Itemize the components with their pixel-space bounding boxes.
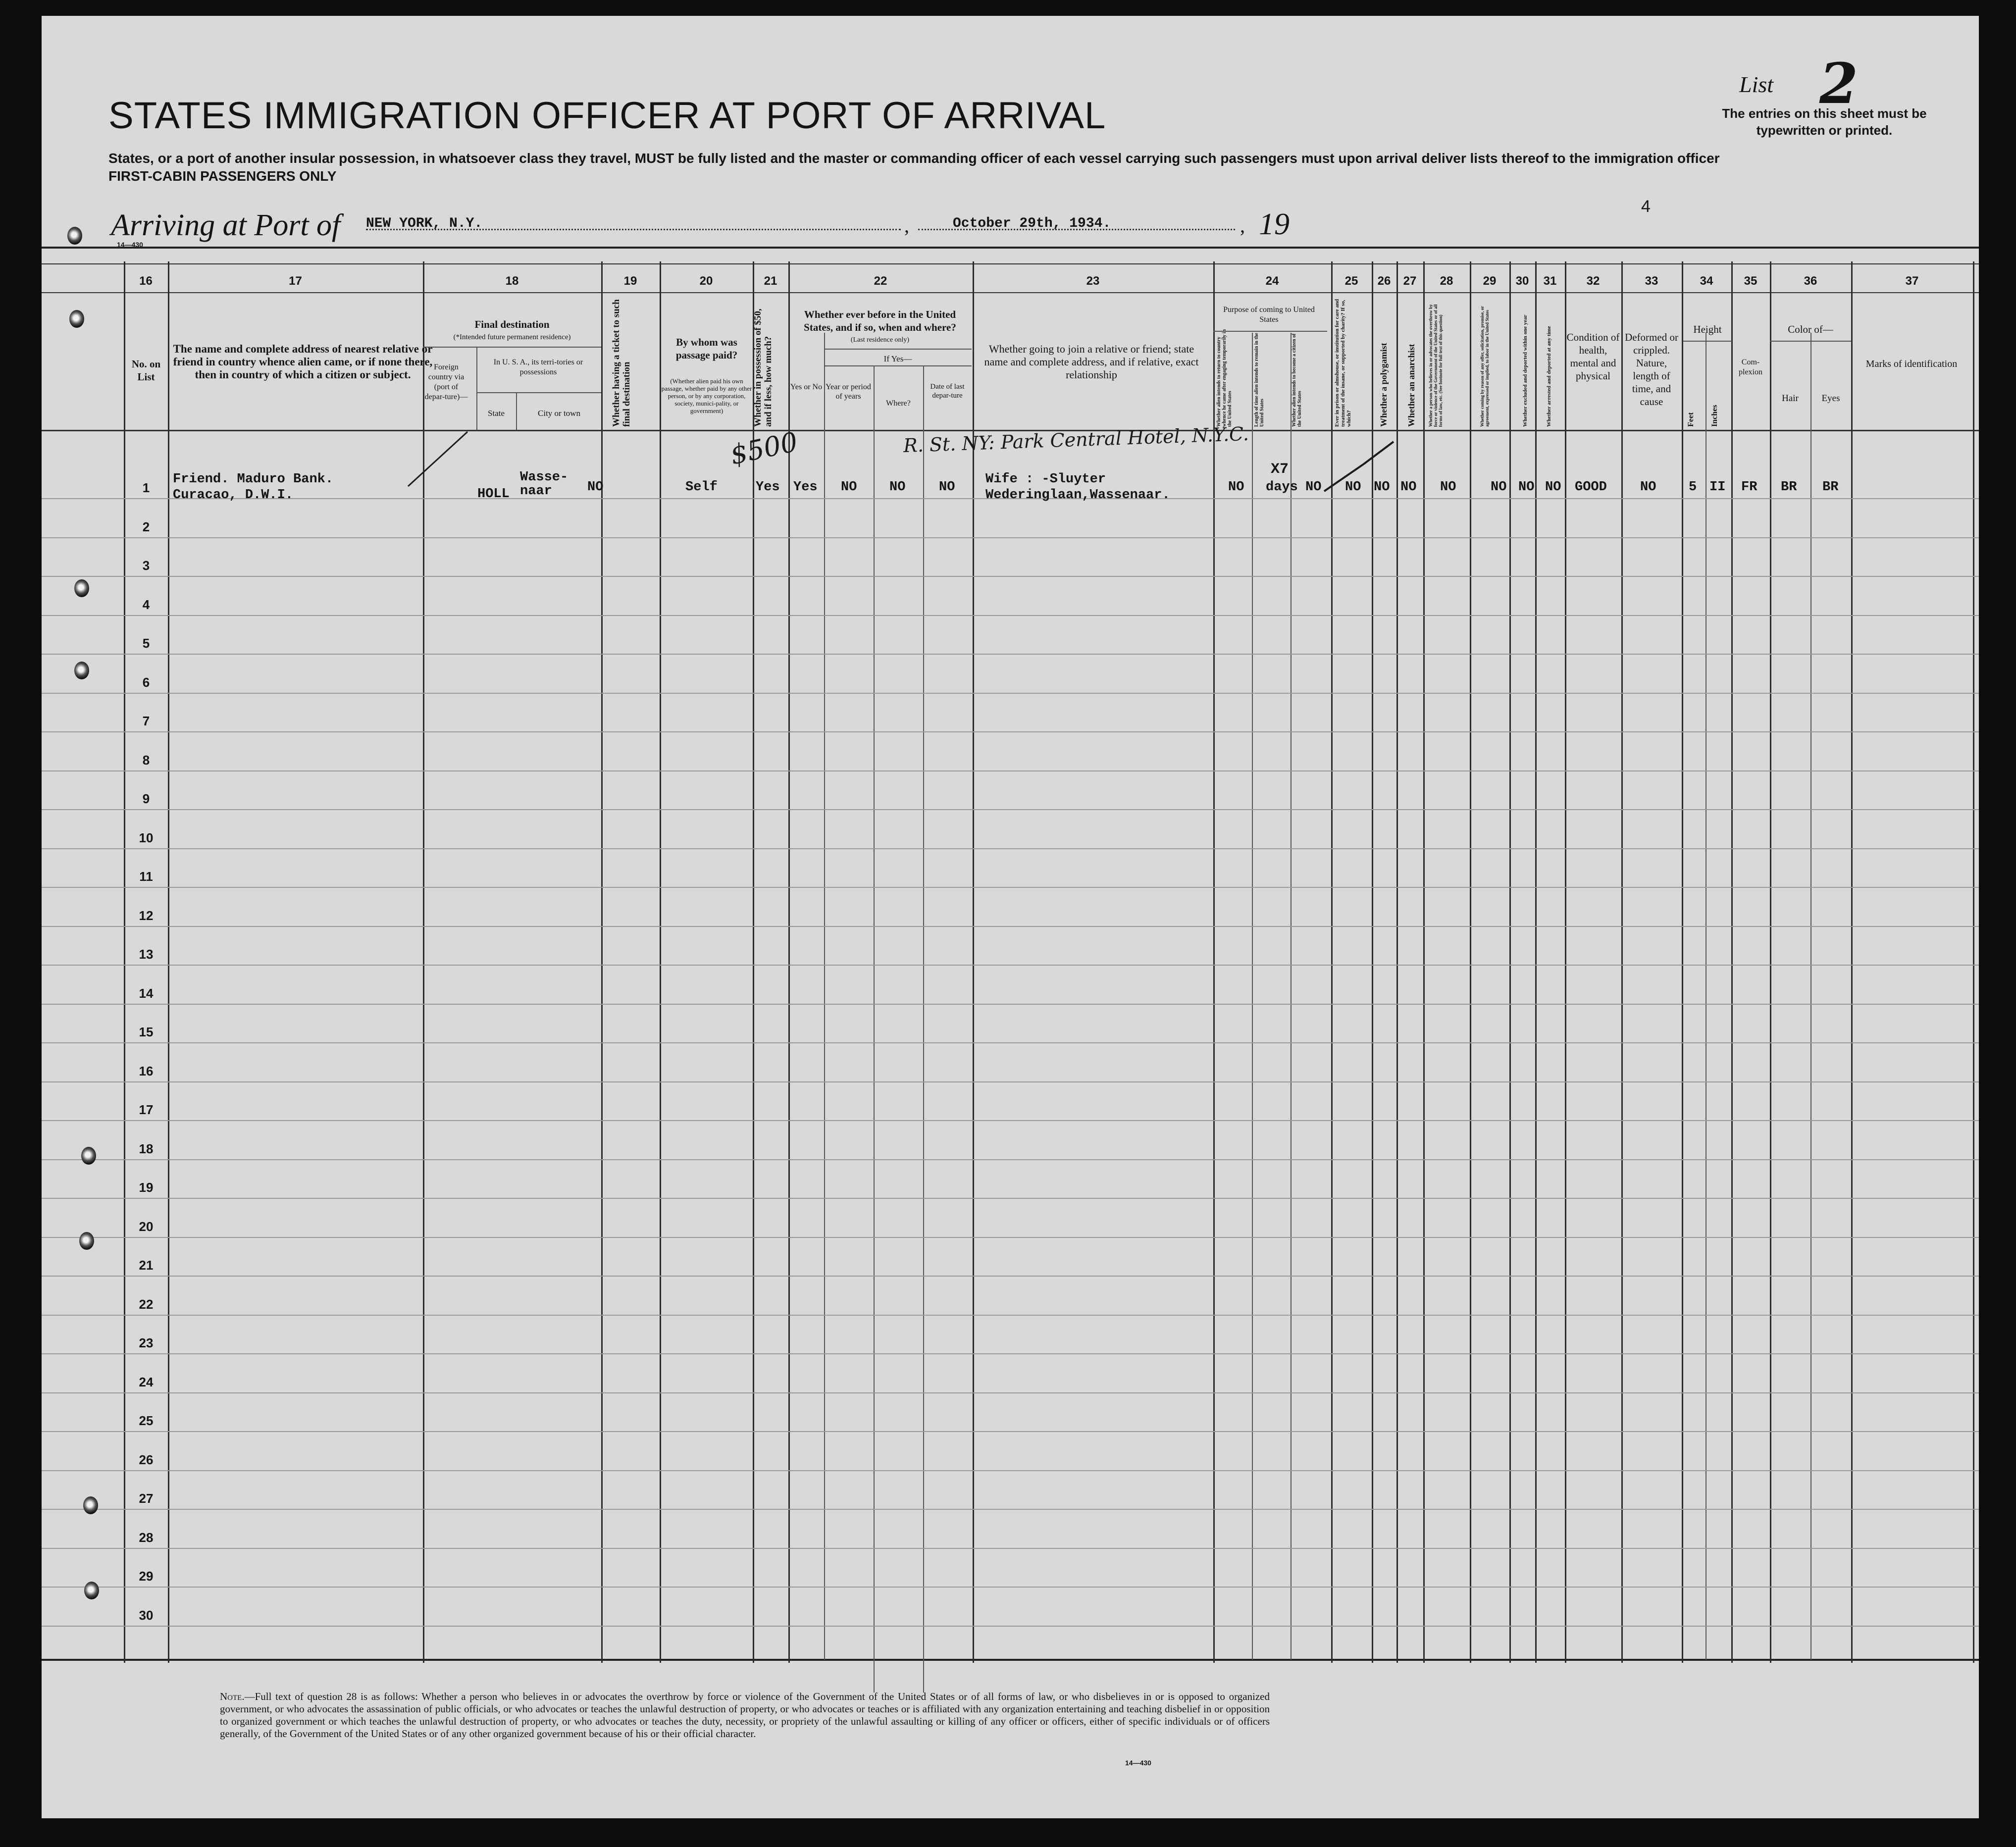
column-number: 30: [1515, 274, 1529, 288]
header-passage-paid-sub: (Whether alien paid his own passage, whether paid by any other person, or by any corporation, society, munici-pality, or government): [661, 377, 752, 414]
dest-state: HOLL: [477, 487, 510, 502]
column-number: 26: [1377, 274, 1391, 288]
column-number: 17: [289, 274, 302, 288]
instructions-line-2: FIRST-CABIN PASSENGERS ONLY: [108, 168, 337, 184]
joining-line-1: Wife : -Sluyter: [985, 472, 1106, 487]
row-number: 14: [139, 985, 154, 1001]
column-number: 33: [1645, 274, 1658, 288]
header-in-usa: In U. S. A., its terri-tories or possessions: [493, 358, 583, 376]
form-code-bottom: 14—430: [1125, 1759, 1151, 1767]
health-value: GOOD: [1575, 480, 1607, 495]
row-number: 18: [139, 1141, 154, 1156]
binder-hole: [74, 662, 89, 679]
header-anarchist: Whether an anarchist: [1406, 344, 1416, 427]
column-number: 22: [874, 274, 887, 288]
row-rule: [42, 1548, 1979, 1549]
header-date-departure: Date of last depar-ture: [930, 383, 965, 400]
paid-by-value: Self: [685, 480, 718, 495]
binder-hole: [67, 227, 82, 245]
header-inches: Inches: [1710, 405, 1719, 427]
row-rule: [42, 848, 1979, 849]
header-labor: Whether coming by reason of any offer, solicitation, promise, or agreement, expressed or implied, to labor in the United States: [1480, 306, 1490, 427]
relative-line-1: Friend. Maduro Bank.: [173, 472, 334, 487]
row-number: 13: [139, 947, 154, 962]
dest-city-2: naar: [520, 484, 552, 499]
row-rule: [42, 1315, 1979, 1316]
row-number: 5: [142, 636, 150, 651]
row-number: 10: [139, 830, 154, 845]
row-number: 11: [139, 869, 153, 884]
row-number: 1: [142, 480, 150, 495]
row-number: 21: [139, 1258, 154, 1273]
footnote-label: Note.: [220, 1691, 245, 1702]
header-years: Year or period of years: [826, 383, 871, 401]
ever-before-value: Yes: [793, 480, 818, 495]
complexion-value: FR: [1741, 480, 1758, 495]
header-deformed: Deformed or crippled. Nature, length of time, and cause: [1625, 331, 1678, 408]
column-number: 27: [1403, 274, 1417, 288]
row-rule: [42, 731, 1979, 732]
handwritten-annotation: R. St. NY: Park Central Hotel, N.Y.C.: [903, 422, 1249, 457]
row-rule: [42, 693, 1979, 694]
binder-hole: [74, 579, 89, 597]
excluded-value: NO: [1518, 480, 1535, 495]
overthrow-value: NO: [1440, 480, 1456, 495]
header-marks: Marks of identification: [1865, 359, 1958, 369]
return-intent-value: NO: [1228, 480, 1244, 495]
header-state: State: [488, 409, 505, 418]
instructions-line-1: States, or a port of another insular possession, in whatsoever class they travel, MUST be fully listed and the master or commanding officer of each vessel carrying such passengers must upon arrival deliver lists thereof to the immigration officer: [108, 151, 1720, 166]
column-number: 20: [699, 274, 713, 288]
row-rule: [42, 1198, 1979, 1199]
row-number: 12: [139, 908, 154, 923]
header-color-of: Color of—: [1788, 323, 1833, 335]
list-label: List: [1739, 72, 1774, 97]
header-relative-address: The name and complete address of nearest relative or friend in country whence alien came, or if none there, then in country of which a citizen or subject.: [173, 343, 433, 381]
pen-strokes: [42, 16, 1979, 561]
header-overthrow: Whether a person who believes in or advocates the overthrow by force or violence of the Government of the United States or of all forms of law, etc. (See footnote for full text of this question): [1428, 304, 1443, 427]
row-rule: [42, 1587, 1979, 1588]
row-rule: [42, 1431, 1979, 1432]
row-rule: [42, 809, 1979, 810]
binder-hole: [83, 1496, 98, 1514]
arrested-value: NO: [1545, 480, 1561, 495]
row-number: 27: [139, 1491, 154, 1506]
inches-value: II: [1709, 480, 1726, 495]
deformed-value: NO: [1640, 480, 1656, 495]
column-number: 37: [1905, 274, 1919, 288]
port-value: NEW YORK, N.Y.: [366, 216, 483, 231]
column-number: 32: [1586, 274, 1600, 288]
header-foreign-country: Foreign country via (port of depar-ture)—: [424, 363, 468, 401]
column-number: 21: [764, 274, 777, 288]
row-number: 15: [139, 1025, 154, 1039]
where-value: NO: [889, 480, 906, 495]
binder-hole: [69, 310, 84, 328]
manifest-sheet: [42, 16, 1979, 1818]
row-number: 7: [142, 714, 150, 728]
row-number: 8: [142, 752, 150, 768]
joining-line-2: Wederinglaan,Wassenaar.: [985, 488, 1170, 503]
row-number: 2: [142, 519, 150, 534]
row-number: 17: [139, 1102, 154, 1117]
column-number: 25: [1344, 274, 1358, 288]
row-number: 19: [139, 1180, 154, 1195]
header-ever-before: Whether ever before in the United States, and if so, when and where?: [804, 308, 956, 333]
year-suffix: 4: [1641, 197, 1651, 216]
row-rule: [42, 1392, 1979, 1393]
header-purpose-length: Length of time alien intends to remain in the United States: [1254, 333, 1265, 427]
binder-hole: [81, 1147, 96, 1165]
anarchist-value: NO: [1400, 480, 1417, 495]
row-rule: [42, 1081, 1979, 1082]
header-where: Where?: [886, 399, 911, 408]
row-rule: [42, 1470, 1979, 1471]
header-fifty-dollars: Whether in possession of $50, and if less, how much?: [753, 308, 774, 427]
eyes-value: BR: [1822, 480, 1839, 495]
row-number: 29: [139, 1569, 154, 1584]
row-number: 25: [139, 1413, 154, 1428]
row-rule: [42, 1276, 1979, 1277]
header-excluded: Whether excluded and deported within one year: [1522, 314, 1528, 427]
row-number: 3: [142, 558, 150, 573]
row-rule: [42, 1004, 1979, 1005]
row-number: 20: [139, 1219, 154, 1234]
length-unit: days: [1266, 480, 1298, 495]
fifty-value: Yes: [756, 480, 780, 495]
column-number: 23: [1086, 274, 1100, 288]
row-number: 9: [142, 791, 150, 806]
row-number: 4: [142, 597, 150, 612]
header-yes-no: Yes or No: [790, 383, 823, 391]
header-ever-before-sub: (Last residence only): [850, 336, 910, 344]
row-rule: [42, 1120, 1979, 1121]
row-rule: [42, 770, 1979, 771]
header-ticket: Whether having a ticket to such final destination: [611, 299, 632, 427]
column-number: 16: [139, 274, 153, 288]
header-health: Condition of health, mental and physical: [1566, 331, 1620, 382]
handwritten-amount: $500: [727, 426, 801, 471]
header-no-on-list: No. on List: [131, 358, 161, 383]
column-number: 28: [1440, 274, 1453, 288]
header-eyes: Eyes: [1821, 393, 1840, 404]
row-number: 22: [139, 1296, 154, 1312]
arriving-label: Arriving at Port of: [111, 208, 341, 242]
row-rule: [42, 1626, 1979, 1627]
row-rule: [42, 1159, 1979, 1160]
sub-column-rule: [923, 365, 924, 1693]
header-final-destination-sub: (*Intended future permanent residence): [453, 333, 571, 341]
row-rule: [42, 1353, 1979, 1354]
dest-city-1: Wasse-: [520, 470, 569, 485]
prison-value: NO: [1345, 480, 1361, 495]
footnote: [220, 1691, 1270, 1740]
citizen-value: NO: [1305, 480, 1322, 495]
row-number: 26: [139, 1452, 154, 1467]
row-number: 23: [139, 1335, 154, 1350]
header-polygamist: Whether a polygamist: [1379, 343, 1389, 427]
binder-hole: [84, 1582, 99, 1599]
column-number: 34: [1700, 274, 1713, 288]
header-purpose-citizen: Whether alien intends to become a citizen of the United States: [1292, 333, 1302, 427]
header-prison: Ever in prison or almshouse, or institution for care and treatment of the insane, or supported by charity? If so, which?: [1334, 299, 1352, 427]
column-number: 19: [623, 274, 637, 288]
row-rule: [42, 965, 1979, 966]
header-purpose-return: Whether alien intends to return to country whence he came after engaging temporarily in the United States: [1216, 329, 1233, 427]
header-final-destination: Final destination: [474, 318, 550, 330]
row-rule: [42, 576, 1979, 577]
row-rule: [42, 1042, 1979, 1043]
row-number: 24: [139, 1374, 154, 1389]
row-number: 6: [142, 674, 150, 690]
date-last-value: NO: [939, 480, 955, 495]
header-hair: Hair: [1782, 393, 1799, 404]
header-passage-paid: By whom was passage paid?: [675, 336, 738, 361]
header-feet: Feet: [1687, 412, 1695, 427]
row-rule: [42, 1237, 1979, 1238]
header-city: City or town: [538, 409, 580, 418]
hair-value: BR: [1781, 480, 1797, 495]
row-number: 28: [139, 1530, 154, 1545]
row-rule: [42, 926, 1979, 927]
header-height: Height: [1693, 323, 1722, 335]
header-purpose: Purpose of coming to United States: [1223, 306, 1315, 324]
year-prefix: 19: [1259, 207, 1290, 241]
polygamist-value: NO: [1374, 480, 1390, 495]
typewriter-note: The entries on this sheet must be typewritten or printed.: [1722, 106, 1927, 138]
column-number: 35: [1744, 274, 1758, 288]
labor-value: NO: [1491, 480, 1507, 495]
row-number: 16: [139, 1063, 154, 1078]
sub-column-rule: [874, 365, 875, 1693]
column-number: 31: [1543, 274, 1557, 288]
row-number: 30: [139, 1607, 154, 1623]
row-rule: [42, 1509, 1979, 1510]
list-number: 2: [1819, 51, 1858, 116]
years-value: NO: [841, 480, 857, 495]
relative-line-2: Curacao, D.W.I.: [173, 488, 294, 503]
row-rule: [42, 654, 1979, 655]
row-rule: [42, 615, 1979, 616]
column-number: 24: [1265, 274, 1279, 288]
column-number: 36: [1804, 274, 1817, 288]
row-rule: [42, 887, 1979, 888]
header-complexion: Com-plexion: [1739, 358, 1762, 376]
column-number: 29: [1483, 274, 1497, 288]
comma-separator: ,: [904, 214, 909, 237]
page-title: STATES IMMIGRATION OFFICER AT PORT OF ARRIVAL: [108, 95, 1106, 137]
feet-value: 5: [1689, 480, 1697, 495]
column-number: 18: [505, 274, 519, 288]
ticket-value: NO: [587, 480, 604, 495]
binder-hole: [79, 1232, 94, 1250]
comma-separator-2: ,: [1240, 214, 1245, 237]
date-value: October 29th, 1934.: [953, 216, 1111, 231]
form-code-top: 14—430: [117, 241, 143, 249]
table-bottom-rule: [42, 1659, 1979, 1661]
footnote-text: —Full text of question 28 is as follows: Whether a person who believes in or advocates the overthrow by force or violence of the Government of the United States or of all forms of law, or who disbelieves in or is opposed to organized government, or who advocates the assassination of public officials, or who advocates or teaches the unlawful destruction of property, or who advocates or teaches or is affiliated with any organization entertaining and teaching disbelief in or opposition to organized government or which teaches the unlawful destruction of property, or who advocates or teaches the duty, necessity, or propriety of the unlawful assaulting or killing of any officer or officers, either of specific individuals or of officers generally, of the Government of the United States or of any other organized government because of his or their official character.: [220, 1691, 1270, 1740]
length-value: X7: [1271, 461, 1289, 478]
header-joining: Whether going to join a relative or friend; state name and complete address, and if relative, exact relationship: [984, 343, 1199, 381]
header-arrested: Whether arrested and deported at any time: [1546, 326, 1552, 427]
header-if-yes: If Yes—: [883, 354, 912, 363]
